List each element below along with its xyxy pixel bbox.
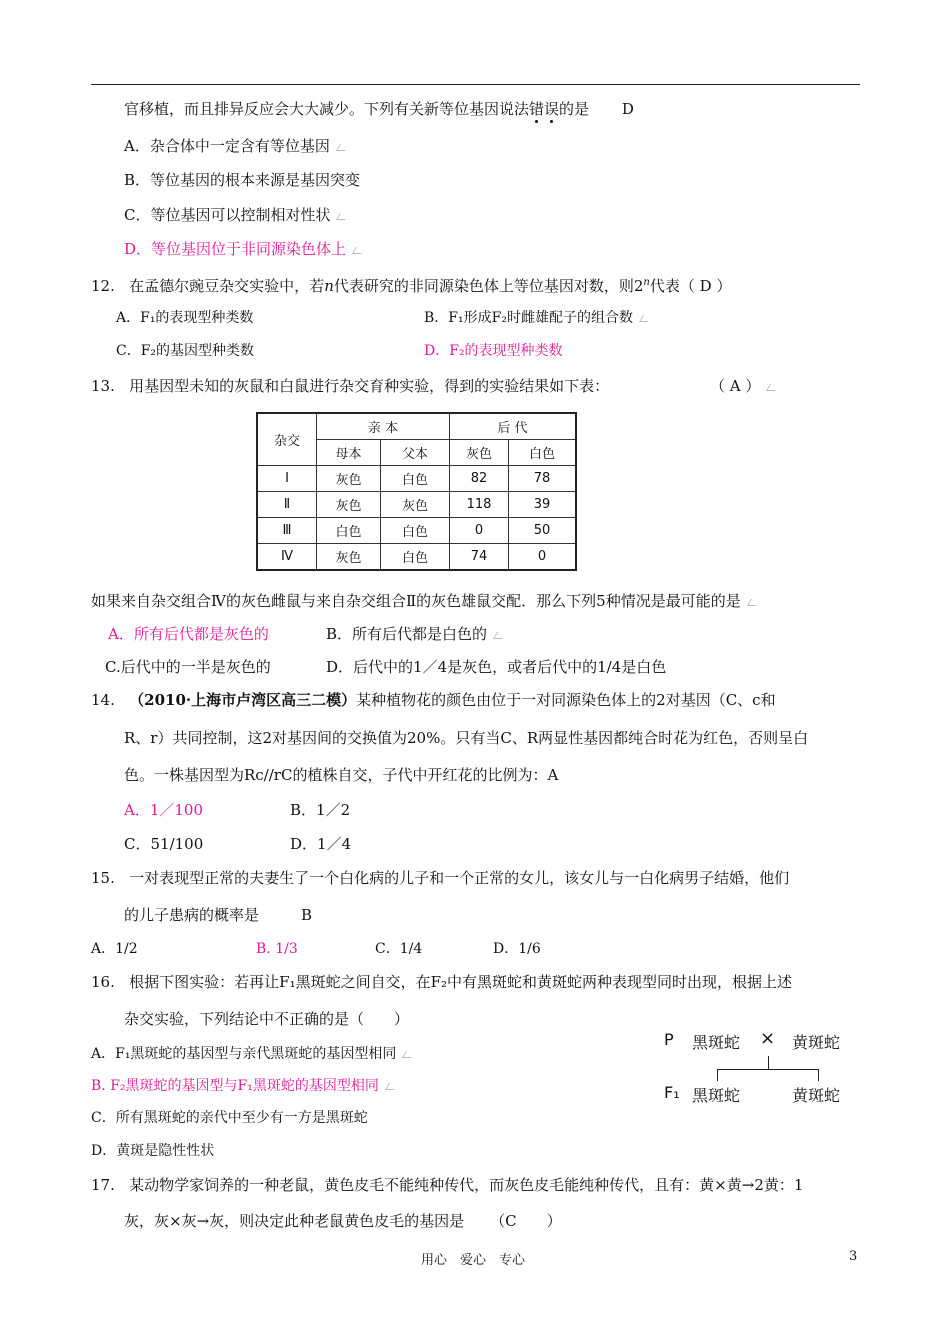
- diagram-parent-black: 黑斑蛇: [692, 1033, 741, 1052]
- q12-option-d: D．F₂的表现型种类数: [424, 343, 563, 359]
- diagram-parent-yellow: 黄斑蛇: [792, 1033, 841, 1052]
- page-number: 3: [849, 1249, 858, 1264]
- q14-option-c: C．51/100: [124, 835, 204, 853]
- q13-answer: （ A ）: [710, 376, 777, 396]
- q11-option-d: D．等位基因位于非同源染色体上: [124, 239, 363, 259]
- q15-option-a: A．1/2: [91, 941, 138, 957]
- q16-option-c: C．所有黑斑蛇的亲代中至少有一方是黑斑蛇: [91, 1110, 368, 1126]
- q14-line3: 色。一株基因型为Rc//rC的植株自交，子代中开红花的比例为：A: [124, 766, 559, 784]
- q12-option-a: A．F₁的表现型种类数: [116, 310, 254, 326]
- q13-stem: 13. 用基因型未知的灰鼠和白鼠进行杂交育种实验，得到的实验结果如下表：: [91, 377, 610, 395]
- q12-stem: 12. 在孟德尔豌豆杂交实验中，若n代表研究的非同源染色体上等位基因对数，则2$^n$代表（ D ）: [91, 277, 732, 295]
- q17-answer: （C ）: [490, 1212, 562, 1230]
- table-header-grey: 灰色: [450, 440, 509, 466]
- q14-option-d: D．1／4: [290, 835, 352, 853]
- diagram-cross-symbol: ×: [760, 1028, 776, 1049]
- q12-option-c: C．F₂的基因型种类数: [116, 343, 255, 359]
- footer-motto: 用心 爱心 专心: [421, 1253, 526, 1268]
- q16-option-b: B. F₂黑斑蛇的基因型与F₁黑斑蛇的基因型相同: [91, 1076, 396, 1096]
- q15-line2: 的儿子患病的概率是 B: [124, 906, 313, 924]
- diagram-f1-yellow: 黄斑蛇: [792, 1086, 841, 1105]
- q14-option-b: B．1／2: [290, 801, 351, 819]
- table-header-father: 父本: [381, 440, 450, 466]
- q11-answer: D: [621, 100, 634, 118]
- table-row: Ⅰ 灰色 白色 82 78: [257, 466, 576, 492]
- diagram-branch: [717, 1069, 819, 1070]
- q16-line1: 16. 根据下图实验：若再让F₁黑斑蛇之间自交，在F₂中有黑斑蛇和黄斑蛇两种表现型同时出现，根据上述: [91, 973, 793, 991]
- q16-option-a: A．F₁黑斑蛇的基因型与亲代黑斑蛇的基因型相同: [91, 1044, 413, 1064]
- q14-option-a: A．1／100: [124, 801, 204, 819]
- q14-line2: R、r）共同控制，这2对基因间的交换值为20%。只有当C、R两显性基因都纯合时花为红色，否则呈白: [124, 729, 809, 747]
- q17-line1: 17. 某动物学家饲养的一种老鼠，黄色皮毛不能纯种传代，而灰色皮毛能纯种传代，且有：黄×黄→2黄：1: [91, 1176, 804, 1194]
- table-header-mother: 母本: [317, 440, 381, 466]
- table-header-cross: 杂交: [257, 413, 317, 466]
- q13-option-c: C.后代中的一半是灰色的: [105, 658, 271, 676]
- diagram-f1-label: F₁: [664, 1083, 680, 1102]
- q13-option-a: A．所有后代都是灰色的: [108, 625, 269, 643]
- q11-option-a: A．杂合体中一定含有等位基因: [124, 136, 347, 156]
- q11-intro: 官移植，而且排异反应会大大减少。下列有关新等位基因说法错误的是 D: [124, 100, 634, 118]
- results-table: [256, 412, 577, 571]
- table-header-parents: 亲 本: [317, 413, 450, 440]
- q15-line1: 15. 一对表现型正常的夫妻生了一个白化病的儿子和一个正常的女儿，该女儿与一白化病男子结婚，他们: [91, 869, 790, 887]
- q13-followup: 如果来自杂交组合Ⅳ的灰色雌鼠与来自杂交组合Ⅱ的灰色雄鼠交配．那么下列5种情况是最可能的是: [91, 591, 758, 611]
- q15-option-d: D．1/6: [493, 941, 541, 957]
- q16-line2: 杂交实验，下列结论中不正确的是（ ）: [124, 1010, 410, 1028]
- q11-option-b: B．等位基因的根本来源是基因突变: [124, 171, 361, 189]
- table-header-offspring: 后 代: [450, 413, 577, 440]
- table-header-white: 白色: [509, 440, 577, 466]
- q14-line1: 14. （2010·上海市卢湾区高三二模）某种植物花的颜色由位于一对同源染色体上的2对基因（C、c和: [91, 691, 776, 709]
- diagram-f1-black: 黑斑蛇: [692, 1086, 741, 1105]
- q15-option-c: C．1/4: [375, 941, 423, 957]
- q16-option-d: D．黄斑是隐性性状: [91, 1143, 215, 1159]
- q12-option-b: B．F₁形成F₂时雌雄配子的组合数: [424, 308, 650, 328]
- header-rule: [91, 84, 860, 85]
- q17-line2: 灰，灰×灰→灰，则决定此种老鼠黄色皮毛的基因是 （C ）: [124, 1212, 562, 1230]
- q15-answer: B: [301, 906, 313, 924]
- table-row: Ⅳ 灰色 白色 74 0: [257, 544, 576, 571]
- q15-option-b: B. 1/3: [256, 941, 298, 957]
- diagram-p-label: P: [664, 1030, 674, 1049]
- q13-option-d: D．后代中的1／4是灰色，或者后代中的1/4是白色: [326, 658, 667, 676]
- q11-option-c: C．等位基因可以控制相对性状: [124, 205, 347, 225]
- diagram-connector: [768, 1056, 769, 1069]
- table-row: Ⅲ 白色 白色 0 50: [257, 518, 576, 544]
- q13-option-b: B．所有后代都是白色的: [326, 624, 504, 644]
- table-row: Ⅱ 灰色 灰色 118 39: [257, 492, 576, 518]
